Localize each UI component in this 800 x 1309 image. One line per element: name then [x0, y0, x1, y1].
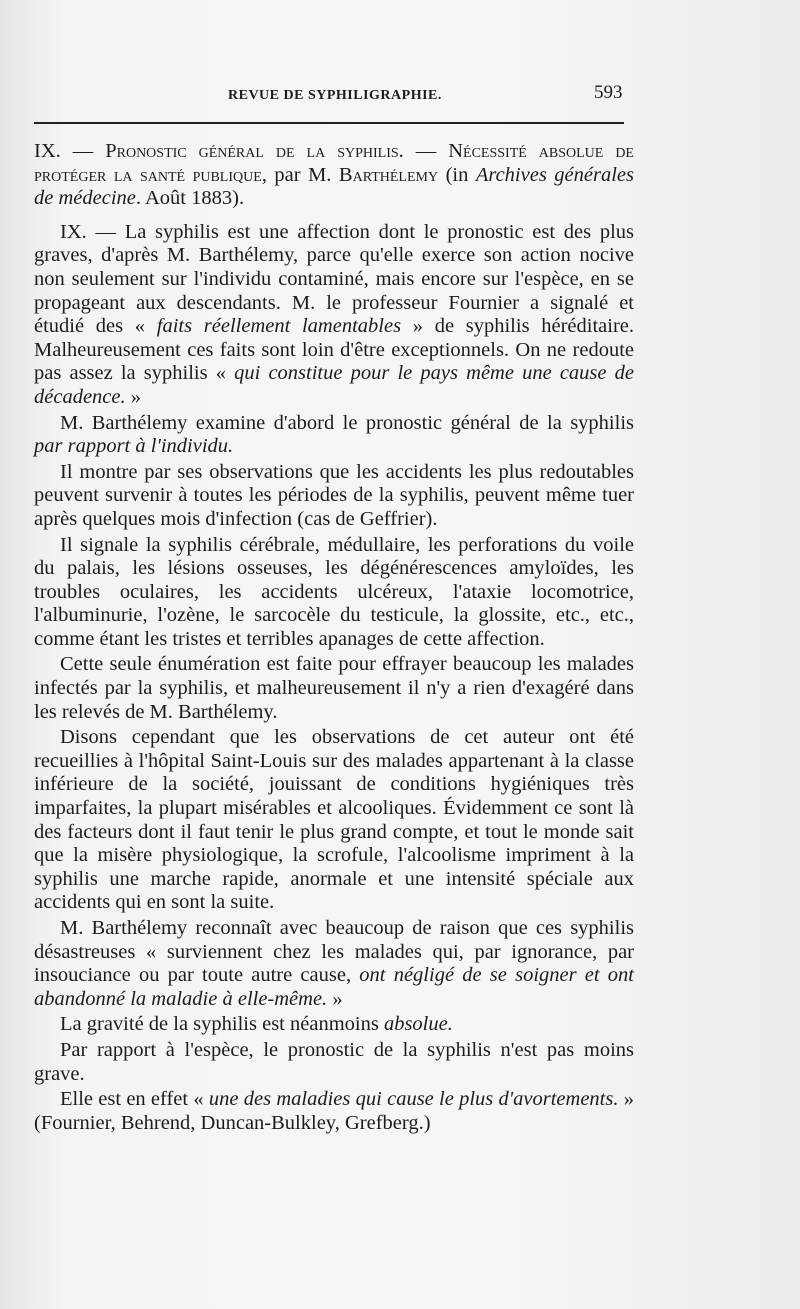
page-number: 593 [594, 82, 623, 103]
article-body [34, 140, 634, 1135]
paragraph-7: M. Barthélemy reconnaît avec beaucoup de raison que ces syphilis désastreuses « surviennent chez les malades qui, par ignorance, par insouciance ou par toute autre cause, ont négligé de se soigner et ont abandonné la maladie à elle-même. » [34, 917, 634, 1010]
header-rule [34, 122, 624, 124]
paragraph-4: Il signale la syphilis cérébrale, médullaire, les perforations du voile du palais, les lésions osseuses, les dégénérescences amyloïdes, les troubles oculaires, les accidents ulcéreux, l'ataxie locomotrice, l'albuminurie, l'ozène, le sarcocèle du testicule, la glossite, etc., etc., comme étant les tristes et terribles apanages de cette affection. [34, 533, 634, 650]
paragraph-1: IX. — La syphilis est une affection dont le pronostic est des plus graves, d'après M. Barthélemy, parce qu'elle exerce son action nocive non seulement sur l'individu contaminé, mais encore sur l'espèce, en se propageant aux descendants. M. le professeur Fournier a signalé et étudié des « faits réellement lamentables » de syphilis héréditaire. Malheureusement ces faits sont loin d'être exceptionnels. On ne redoute pas assez la syphilis « qui constitue pour le pays même une cause de décadence. » [34, 220, 634, 408]
paragraph-3: Il montre par ses observations que les accidents les plus redoutables peuvent survenir à toutes les périodes de la syphilis, peuvent même tuer après quelques mois d'infection (cas de Geffrier). [34, 460, 634, 530]
paragraph-6: Disons cependant que les observations de cet auteur ont été recueillies à l'hôpital Saint-Louis sur des malades appartenant à la classe inférieure de la société, jouissant de conditions hygiéniques très imparfaites, la plupart misérables et alcooliques. Évidemment ce sont là des facteurs dont il faut tenir le plus grand compte, et tout le monde sait que la misère physiologique, la scrofule, l'alcoolisme impriment à la syphilis une marche rapide, anormale et une intensité spéciale aux accidents qui en sont la suite. [34, 726, 634, 914]
running-head: REVUE DE SYPHILIGRAPHIE. [228, 88, 442, 103]
paragraph-10: Elle est en effet « une des maladies qui cause le plus d'avortements. » (Fournier, Behrend, Duncan-Bulkley, Grefberg.) [34, 1088, 635, 1134]
paragraph-9: Par rapport à l'espèce, le pronostic de la syphilis n'est pas moins grave. [34, 1038, 634, 1085]
article-heading: IX. — Pronostic général de la syphilis. — Nécessité absolue de protéger la santé publique, par M. Barthélemy (in Archives générales de médecine. Août 1883). [34, 140, 634, 210]
paragraph-8: La gravité de la syphilis est néanmoins absolue. [60, 1013, 453, 1036]
journal-title: Archives générales de médecine [34, 163, 634, 210]
paragraph-2: M. Barthélemy examine d'abord le pronostic général de la syphilis par rapport à l'individu. [34, 411, 634, 458]
paragraph-5: Cette seule énumération est faite pour effrayer beaucoup les malades infectés par la syphilis, et malheureusement il n'y a rien d'exagéré dans les relevés de M. Barthélemy. [34, 653, 634, 723]
